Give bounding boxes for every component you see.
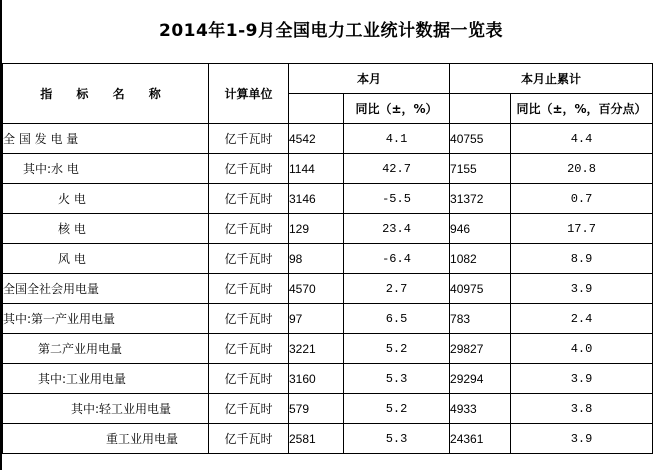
ytd-yoy-cell: 3.8 [511, 394, 653, 424]
header-ytd-yoy: 同比（±，%，百分点） [511, 94, 653, 124]
month-value-cell: 1144 [289, 154, 344, 184]
table-body [3, 124, 653, 454]
indicator-name-cell: 重工业用电量 [3, 424, 209, 454]
unit-cell: 亿千瓦时 [209, 184, 289, 214]
table-row [3, 424, 653, 454]
month-yoy-cell: -5.5 [344, 184, 450, 214]
ytd-yoy-cell: 8.9 [511, 244, 653, 274]
ytd-yoy-cell: 3.9 [511, 424, 653, 454]
table-row [3, 124, 653, 154]
indicator-name-cell: 全 国 发 电 量 [3, 124, 209, 154]
table-row [3, 274, 653, 304]
ytd-yoy-cell: 0.7 [511, 184, 653, 214]
indicator-name-cell: 火 电 [3, 184, 209, 214]
unit-cell: 亿千瓦时 [209, 274, 289, 304]
ytd-value-cell: 1082 [450, 244, 511, 274]
page-title: 2014年1-9月全国电力工业统计数据一览表 [158, 21, 504, 41]
month-value-cell: 4542 [289, 124, 344, 154]
ytd-yoy-cell: 3.9 [511, 274, 653, 304]
ytd-yoy-cell: 2.4 [511, 304, 653, 334]
month-yoy-cell: 5.3 [344, 424, 450, 454]
ytd-value-cell: 783 [450, 304, 511, 334]
month-value-cell: 4570 [289, 274, 344, 304]
statistics-table [2, 63, 653, 454]
month-value-cell: 98 [289, 244, 344, 274]
table-row [3, 214, 653, 244]
ytd-yoy-cell: 3.9 [511, 364, 653, 394]
indicator-name-cell: 风 电 [3, 244, 209, 274]
month-yoy-cell: 23.4 [344, 214, 450, 244]
ytd-value-cell: 40975 [450, 274, 511, 304]
unit-cell: 亿千瓦时 [209, 334, 289, 364]
month-yoy-cell: 6.5 [344, 304, 450, 334]
ytd-yoy-cell: 20.8 [511, 154, 653, 184]
unit-cell: 亿千瓦时 [209, 244, 289, 274]
unit-cell: 亿千瓦时 [209, 424, 289, 454]
indicator-name-cell: 其中:第一产业用电量 [3, 304, 209, 334]
ytd-yoy-cell: 4.4 [511, 124, 653, 154]
table-header [3, 64, 653, 124]
indicator-name-cell: 全国全社会用电量 [3, 274, 209, 304]
ytd-value-cell: 31372 [450, 184, 511, 214]
table-row [3, 334, 653, 364]
month-value-cell: 3221 [289, 334, 344, 364]
table-row [3, 304, 653, 334]
header-year-to-date: 本月止累计 [450, 64, 653, 94]
month-yoy-cell: 42.7 [344, 154, 450, 184]
header-ytd-value-blank [450, 94, 511, 124]
ytd-value-cell: 29294 [450, 364, 511, 394]
ytd-value-cell: 24361 [450, 424, 511, 454]
header-month-yoy: 同比（±，%） [344, 94, 450, 124]
indicator-name-cell: 其中:工业用电量 [3, 364, 209, 394]
unit-cell: 亿千瓦时 [209, 394, 289, 424]
month-value-cell: 579 [289, 394, 344, 424]
ytd-value-cell: 7155 [450, 154, 511, 184]
month-yoy-cell: 4.1 [344, 124, 450, 154]
header-month-value-blank [289, 94, 344, 124]
table-row [3, 394, 653, 424]
month-yoy-cell: 5.2 [344, 394, 450, 424]
unit-cell: 亿千瓦时 [209, 154, 289, 184]
ytd-value-cell: 29827 [450, 334, 511, 364]
month-value-cell: 3146 [289, 184, 344, 214]
month-yoy-cell: 5.3 [344, 364, 450, 394]
month-yoy-cell: 5.2 [344, 334, 450, 364]
unit-cell: 亿千瓦时 [209, 364, 289, 394]
indicator-name-cell: 其中:轻工业用电量 [3, 394, 209, 424]
header-current-month: 本月 [289, 64, 450, 94]
indicator-name-cell: 第二产业用电量 [3, 334, 209, 364]
month-yoy-cell: -6.4 [344, 244, 450, 274]
table-row [3, 184, 653, 214]
ytd-yoy-cell: 17.7 [511, 214, 653, 244]
ytd-value-cell: 4933 [450, 394, 511, 424]
table-row [3, 154, 653, 184]
indicator-name-cell: 核 电 [3, 214, 209, 244]
table-row [3, 364, 653, 394]
month-value-cell: 3160 [289, 364, 344, 394]
unit-cell: 亿千瓦时 [209, 214, 289, 244]
unit-cell: 亿千瓦时 [209, 124, 289, 154]
month-yoy-cell: 2.7 [344, 274, 450, 304]
unit-cell: 亿千瓦时 [209, 304, 289, 334]
header-unit: 计算单位 [209, 64, 289, 124]
ytd-value-cell: 946 [450, 214, 511, 244]
header-indicator-name: 指 标 名 称 [3, 64, 209, 124]
ytd-yoy-cell: 4.0 [511, 334, 653, 364]
indicator-name-cell: 其中:水 电 [3, 154, 209, 184]
month-value-cell: 129 [289, 214, 344, 244]
ytd-value-cell: 40755 [450, 124, 511, 154]
month-value-cell: 97 [289, 304, 344, 334]
table-row [3, 244, 653, 274]
month-value-cell: 2581 [289, 424, 344, 454]
